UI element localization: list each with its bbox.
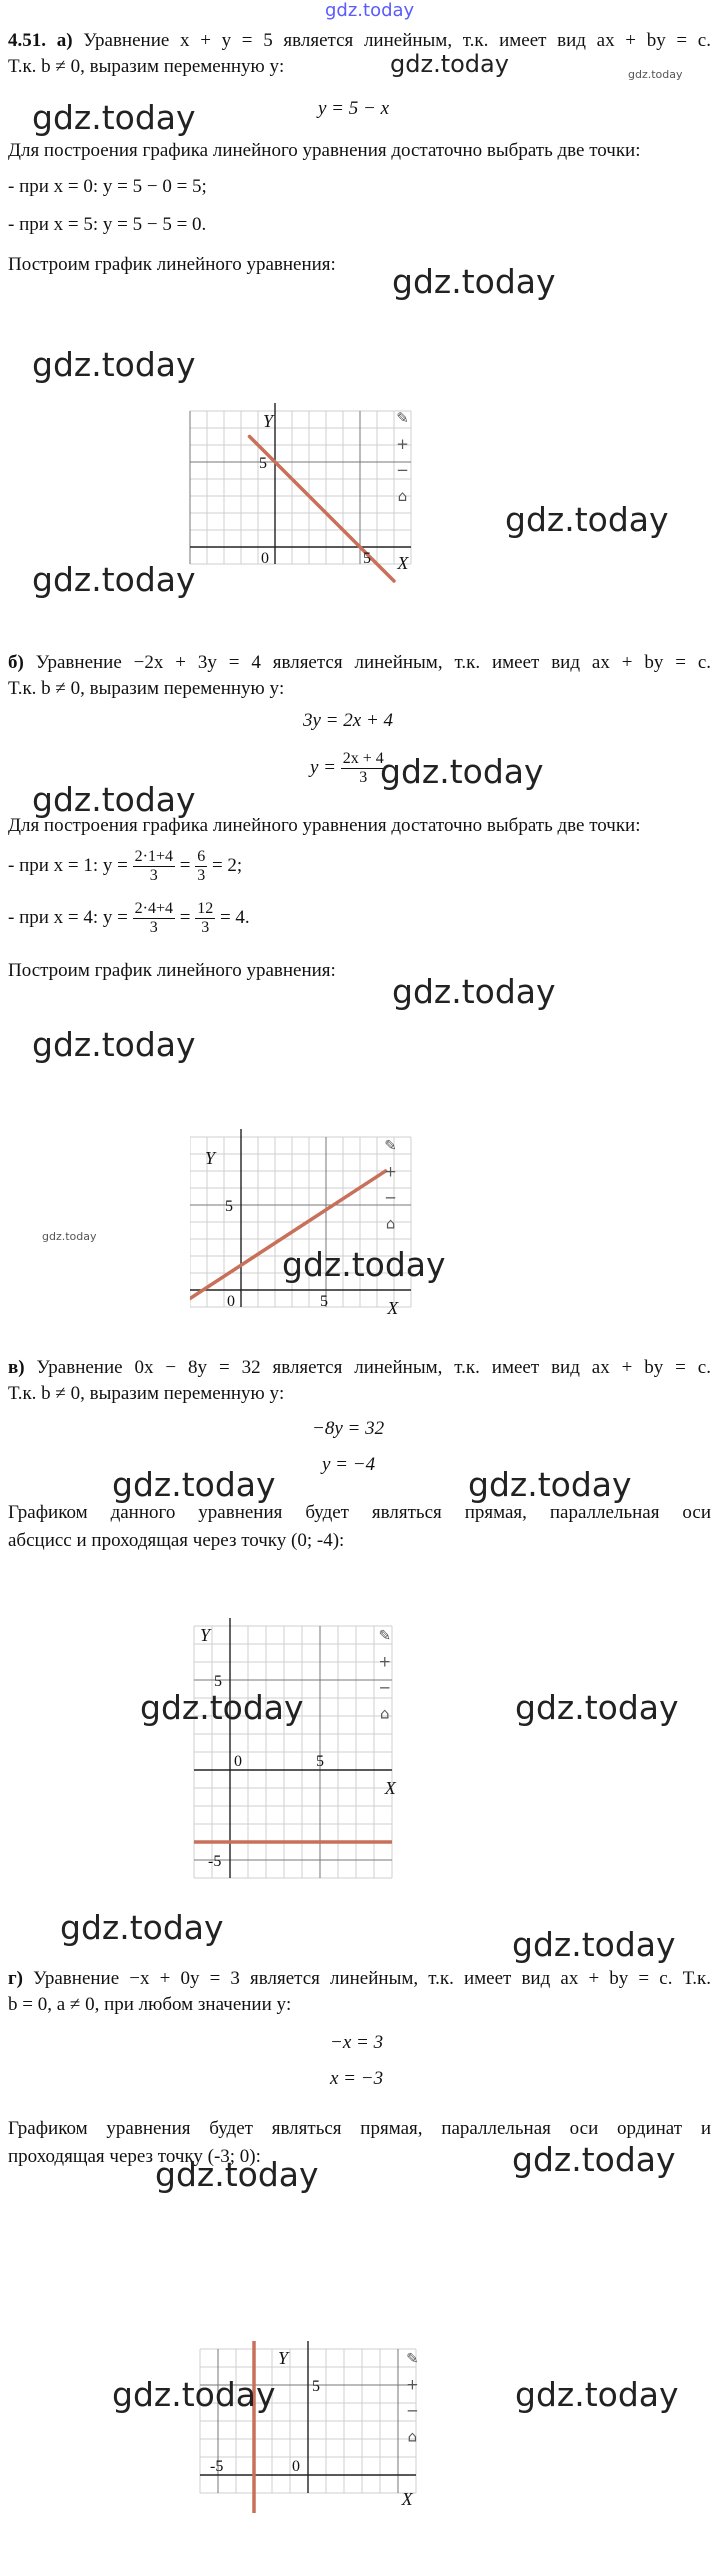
watermark: gdz.today <box>390 50 509 78</box>
tick-label-y: 5 <box>225 1198 233 1215</box>
part-a-statement: Уравнение x + y = 5 является линейным, т.к. имеет вид ax + by = c. <box>83 30 711 51</box>
wrench-icon[interactable]: ✎ <box>378 1626 392 1645</box>
part-a-line2: Т.к. b ≠ 0, выразим переменную y: <box>8 56 285 77</box>
part-c-line1 <box>8 1357 711 1379</box>
watermark: gdz.today <box>512 2140 676 2179</box>
axis-label-x: X <box>387 1298 399 1318</box>
graph-toolbar <box>379 1626 392 1722</box>
part-d-line1 <box>8 1968 711 1990</box>
watermark: gdz.today <box>515 2375 679 2414</box>
axis-label-y: Y <box>200 1625 211 1645</box>
watermark: gdz.today <box>32 1025 196 1064</box>
part-d-desc1: Графиком уравнения будет являться прямая, параллельная оси ординат и <box>8 2118 711 2139</box>
watermark: gdz.today <box>112 2375 276 2414</box>
zoom-out-button[interactable]: − <box>378 1678 392 1697</box>
axis-label-x: X <box>401 2489 413 2509</box>
watermark: gdz.today <box>505 500 669 539</box>
part-b-point2: - при x = 4: y = $\frac{2\cdot 4+4}{3}$ = $\frac{12}{3}$ = 4. <box>8 900 250 936</box>
axis-label-y: Y <box>278 2348 289 2368</box>
tick-label-x: 5 <box>320 1293 328 1310</box>
graph-d[interactable] <box>190 2185 530 2555</box>
graph-canvas <box>190 2185 530 2555</box>
graph-toolbar <box>396 409 409 505</box>
part-c-statement: Уравнение 0x − 8y = 32 является линейным, т.к. имеет вид ax + by = c. <box>36 1357 711 1378</box>
part-a-line1 <box>8 30 711 52</box>
grid <box>194 1626 392 1878</box>
graph-line <box>250 437 395 582</box>
part-c-label: в) <box>8 1357 25 1378</box>
zoom-out-button[interactable]: − <box>384 1188 397 1207</box>
graph-c[interactable] <box>190 1570 530 1940</box>
graph-canvas <box>190 1000 530 1350</box>
axis-label-y: Y <box>263 411 274 431</box>
home-icon[interactable]: ⌂ <box>407 2427 418 2446</box>
part-a-label: а) <box>56 30 73 51</box>
problem-number: 4.51. <box>8 30 46 51</box>
part-b-build: Построим график линейного уравнения: <box>8 960 336 981</box>
home-icon[interactable]: ⌂ <box>397 486 408 505</box>
watermark: gdz.today <box>282 1245 446 1284</box>
part-b-two-points: Для построения графика линейного уравнения достаточно выбрать две точки: <box>8 815 641 836</box>
part-d-line2: b = 0, a ≠ 0, при любом значении y: <box>8 1994 292 2015</box>
watermark: gdz.today <box>155 2155 319 2194</box>
part-d-statement: Уравнение −x + 0y = 3 является линейным, т.к. имеет вид ax + by = c. Т.к. <box>33 1968 711 1989</box>
origin-label: 0 <box>261 550 269 567</box>
home-icon[interactable]: ⌂ <box>385 1214 396 1233</box>
wrench-icon[interactable]: ✎ <box>384 1136 397 1155</box>
axis-label-x: X <box>384 1778 396 1798</box>
zoom-in-button[interactable]: + <box>406 2375 419 2394</box>
watermark: gdz.today <box>380 752 544 791</box>
axis-label-x: X <box>397 553 409 573</box>
origin-label: 0 <box>292 2458 300 2475</box>
part-c-equation1: −8y = 32 <box>312 1418 385 1439</box>
part-d-equation1: −x = 3 <box>330 2032 384 2053</box>
watermark: gdz.today <box>42 1230 97 1243</box>
home-icon[interactable]: ⌂ <box>380 1704 390 1723</box>
wrench-icon[interactable]: ✎ <box>406 2349 419 2368</box>
part-b-line1 <box>8 652 711 674</box>
watermark: gdz.today <box>628 68 683 81</box>
tick-label-y: 5 <box>214 1673 222 1690</box>
part-b-line2: Т.к. b ≠ 0, выразим переменную y: <box>8 678 285 699</box>
part-c-equation2: y = −4 <box>322 1454 376 1475</box>
zoom-in-button[interactable]: + <box>378 1652 392 1671</box>
part-a-equation: y = 5 − x <box>318 98 390 119</box>
watermark: gdz.today <box>112 1465 276 1504</box>
watermark: gdz.today <box>32 560 196 599</box>
tick-label-x: 5 <box>316 1753 324 1770</box>
zoom-out-button[interactable]: − <box>396 460 409 479</box>
part-a-build: Построим график линейного уравнения: <box>8 254 336 275</box>
part-d-label: г) <box>8 1968 23 1989</box>
axis-label-y: Y <box>205 1148 216 1168</box>
origin-label: 0 <box>234 1753 242 1770</box>
part-c-desc1: Графиком данного уравнения будет являться прямая, параллельная оси <box>8 1502 711 1523</box>
part-b-statement: Уравнение −2x + 3y = 4 является линейным, т.к. имеет вид ax + by = c. <box>35 652 712 673</box>
watermark-top: gdz.today <box>325 0 415 21</box>
part-d-equation2: x = −3 <box>330 2068 384 2089</box>
wrench-icon[interactable]: ✎ <box>396 408 409 427</box>
watermark: gdz.today <box>512 1925 676 1964</box>
tick-label-y-neg: -5 <box>208 1853 222 1870</box>
graph-canvas <box>190 1570 530 1940</box>
part-b-equation2: y = $\frac{2x + 4}{3}$ <box>310 750 384 786</box>
part-b-label: б) <box>8 652 24 673</box>
part-d-desc2: проходящая через точку (-3; 0): <box>8 2146 261 2167</box>
watermark: gdz.today <box>392 262 556 301</box>
part-a-point1: - при x = 0: y = 5 − 0 = 5; <box>8 176 207 197</box>
graph-b[interactable] <box>190 1000 530 1350</box>
zoom-out-button[interactable]: − <box>406 2401 419 2420</box>
part-b-point1: - при x = 1: y = $\frac{2\cdot 1+4}{3}$ = $\frac{6}{3}$ = 2; <box>8 848 243 884</box>
watermark: gdz.today <box>60 1908 224 1947</box>
part-a-two-points: Для построения графика линейного уравнения достаточно выбрать две точки: <box>8 140 641 161</box>
part-c-desc2: абсцисс и проходящая через точку (0; -4): <box>8 1530 345 1551</box>
zoom-in-button[interactable]: + <box>396 434 409 453</box>
graph-toolbar <box>406 2349 419 2445</box>
graph-a[interactable] <box>180 285 540 635</box>
graph-toolbar <box>384 1137 397 1233</box>
watermark: gdz.today <box>32 98 196 137</box>
watermark: gdz.today <box>515 1688 679 1727</box>
watermark: gdz.today <box>468 1465 632 1504</box>
watermark: gdz.today <box>32 780 196 819</box>
part-b-equation1: 3y = 2x + 4 <box>303 710 394 731</box>
watermark: gdz.today <box>140 1688 304 1727</box>
watermark: gdz.today <box>392 972 556 1011</box>
zoom-in-button[interactable]: + <box>384 1162 397 1181</box>
tick-label-x: 5 <box>363 550 371 567</box>
part-c-line2: Т.к. b ≠ 0, выразим переменную y: <box>8 1383 285 1404</box>
tick-label-y: 5 <box>259 455 267 472</box>
watermark: gdz.today <box>32 345 196 384</box>
tick-label-x-neg: -5 <box>210 2458 224 2475</box>
origin-label: 0 <box>227 1293 235 1310</box>
graph-canvas <box>180 285 540 635</box>
part-a-point2: - при x = 5: y = 5 − 5 = 0. <box>8 214 207 235</box>
tick-label-y: 5 <box>312 2378 320 2395</box>
